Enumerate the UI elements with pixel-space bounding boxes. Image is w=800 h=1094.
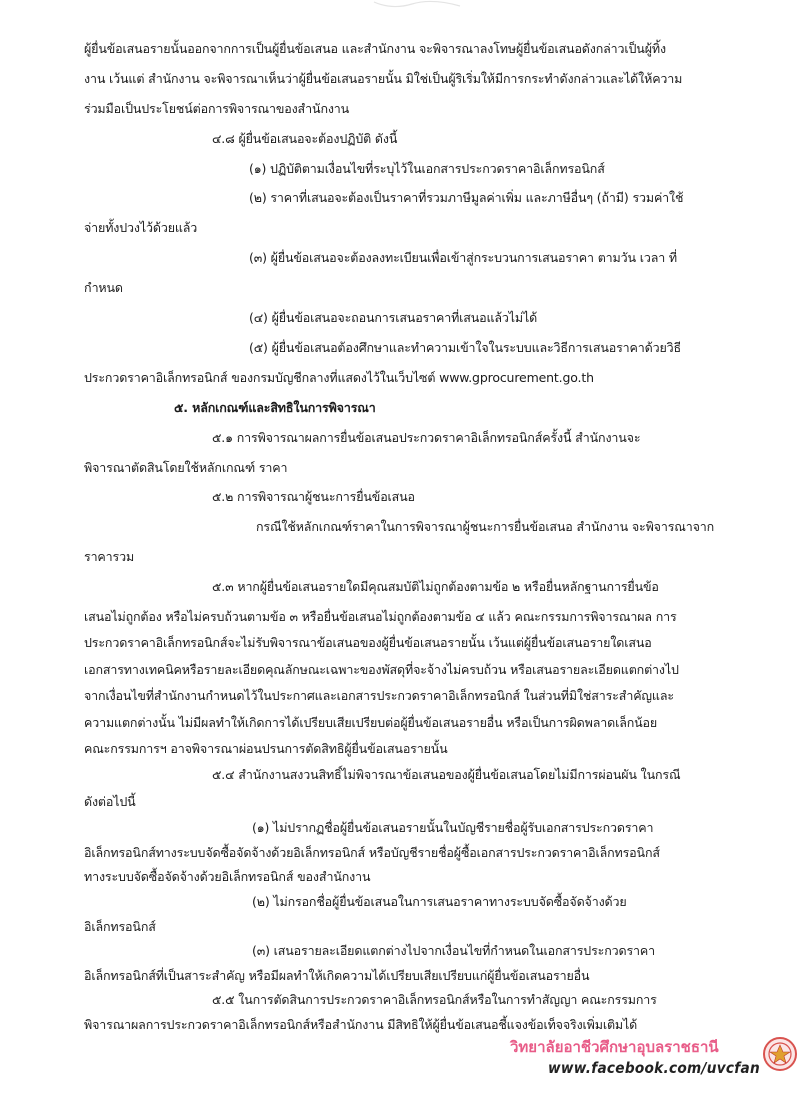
list-item: (๑) ปฏิบัติตามเงื่อนไขที่ระบุไว้ในเอกสารประกวดราคาอิเล็กทรอนิกส์: [249, 160, 605, 176]
paragraph-line: ทางระบบจัดซื้อจัดจ้างด้วยอิเล็กทรอนิกส์ ของสำนักงาน: [84, 869, 371, 885]
watermark-url: www.facebook.com/uvcfan: [548, 1059, 760, 1077]
section-5-3-heading: ๕.๓ หากผู้ยื่นข้อเสนอรายใดมีคุณสมบัติไม่ถูกต้องตามข้อ ๒ หรือยื่นหลักฐานการยื่นข้อ: [212, 579, 659, 595]
section-5-1-heading: ๕.๑ การพิจารณาผลการยื่นข้อเสนอประกวดราคาอิเล็กทรอนิกส์ครั้งนี้ สำนักงานจะ: [212, 429, 641, 445]
paragraph-line: จากเงื่อนไขที่สำนักงานกำหนดไว้ในประกาศและเอกสารประกวดราคาอิเล็กทรอนิกส์ ในส่วนที่มิใช่สาระสำคัญและ: [84, 688, 674, 704]
paragraph-line: อิเล็กทรอนิกส์ทางระบบจัดซื้อจัดจ้างด้วยอิเล็กทรอนิกส์ หรือบัญชีรายชื่อผู้ซื้อเอกสารประกวดราคาอิเล็กทรอนิกส์: [84, 844, 660, 860]
paragraph-line: ผู้ยื่นข้อเสนอรายนั้นออกจากการเป็นผู้ยื่นข้อเสนอ และสำนักงาน จะพิจารณาลงโทษผู้ยื่นข้อเสนอดังกล่าวเป็นผู้ทิ้ง: [84, 41, 666, 56]
section-5-4-heading: ๕.๔ สำนักงานสงวนสิทธิ์ไม่พิจารณาข้อเสนอของผู้ยื่นข้อเสนอโดยไม่มีการผ่อนผัน ในกรณี: [212, 767, 681, 783]
list-item: (๕) ผู้ยื่นข้อเสนอต้องศึกษาและทำความเข้าใจในระบบและวิธีการเสนอราคาด้วยวิธี: [249, 339, 681, 355]
section-5-5-heading: ๕.๕ ในการตัดสินการประกวดราคาอิเล็กทรอนิกส์หรือในการทำสัญญา คณะกรรมการ: [212, 992, 657, 1008]
list-item: (๒) ราคาที่เสนอจะต้องเป็นราคาที่รวมภาษีมูลค่าเพิ่ม และภาษีอื่นๆ (ถ้ามี) รวมค่าใช้: [249, 190, 684, 206]
paragraph-line: พิจารณาตัดสินโดยใช้หลักเกณฑ์ ราคา: [84, 459, 288, 475]
list-item: (๒) ไม่กรอกชื่อผู้ยื่นข้อเสนอในการเสนอราคาทางระบบจัดซื้อจัดจ้างด้วย: [252, 893, 627, 909]
paragraph-line: ร่วมมือเป็นประโยชน์ต่อการพิจารณาของสำนักงาน: [84, 100, 350, 116]
scan-mark: [372, 0, 462, 14]
paragraph-line: งาน เว้นแต่ สำนักงาน จะพิจารณาเห็นว่าผู้ยื่นข้อเสนอรายนั้น มิใช่เป็นผู้ริเริ่มให้มีการกระทำดังกล่าวและได้ให้ความ: [84, 70, 683, 86]
list-item: (๔) ผู้ยื่นข้อเสนอจะถอนการเสนอราคาที่เสนอแล้วไม่ได้: [249, 310, 538, 326]
paragraph-line: เสนอไม่ถูกต้อง หรือไม่ครบถ้วนตามข้อ ๓ หรือยื่นข้อเสนอไม่ถูกต้องตามข้อ ๔ แล้ว คณะกรรมการพิจารณาผล การ: [84, 609, 677, 624]
paragraph-line: อิเล็กทรอนิกส์: [84, 918, 156, 934]
paragraph-line: จ่ายทั้งปวงไว้ด้วยแล้ว: [84, 220, 198, 236]
section-4-8-heading: ๔.๘ ผู้ยื่นข้อเสนอจะต้องปฏิบัติ ดังนี้: [212, 130, 398, 146]
paragraph-line: เอกสารทางเทคนิคหรือรายละเอียดคุณลักษณะเฉพาะของพัสดุที่จะจ้างไม่ครบถ้วน หรือเสนอรายละเอียดแตกต่างไป: [84, 661, 679, 677]
section-5-heading: ๕. หลักเกณฑ์และสิทธิในการพิจารณา: [174, 399, 376, 415]
paragraph-line: ราคารวม: [84, 549, 135, 565]
paragraph-line: ความแตกต่างนั้น ไม่มีผลทำให้เกิดการได้เปรียบเสียเปรียบต่อผู้ยื่นข้อเสนอรายอื่น หรือเป็นการผิดพลาดเล็กน้อย: [84, 714, 658, 730]
watermark-school-name: วิทยาลัยอาชีวศึกษาอุบลราชธานี: [510, 1038, 719, 1056]
paragraph-line: ดังต่อไปนี้: [84, 793, 136, 809]
paragraph-line: คณะกรรมการฯ อาจพิจารณาผ่อนปรนการตัดสิทธิผู้ยื่นข้อเสนอรายนั้น: [84, 740, 448, 756]
section-5-2-heading: ๕.๒ การพิจารณาผู้ชนะการยื่นข้อเสนอ: [212, 489, 415, 505]
list-item: (๓) เสนอรายละเอียดแตกต่างไปจากเงื่อนไขที่กำหนดในเอกสารประกวดราคา: [252, 943, 655, 959]
school-seal-icon: [762, 1036, 798, 1072]
paragraph-line: กรณีใช้หลักเกณฑ์ราคาในการพิจารณาผู้ชนะการยื่นข้อเสนอ สำนักงาน จะพิจารณาจาก: [256, 519, 715, 535]
paragraph-line: กำหนด: [84, 280, 123, 296]
paragraph-line: พิจารณาผลการประกวดราคาอิเล็กทรอนิกส์หรือสำนักงาน มีสิทธิให้ผู้ยื่นข้อเสนอชี้แจงข้อเท็จจริงเพิ่มเติมได้: [84, 1017, 638, 1032]
list-item: (๓) ผู้ยื่นข้อเสนอจะต้องลงทะเบียนเพื่อเข้าสู่กระบวนการเสนอราคา ตามวัน เวลา ที่: [249, 250, 678, 266]
paragraph-line: ประกวดราคาอิเล็กทรอนิกส์จะไม่รับพิจารณาข้อเสนอของผู้ยื่นข้อเสนอรายนั้น เว้นแต่ผู้ยื่นข้อเสนอรายใดเสนอ: [84, 635, 652, 651]
paragraph-line: อิเล็กทรอนิกส์ที่เป็นสาระสำคัญ หรือมีผลทำให้เกิดความได้เปรียบเสียเปรียบแก่ผู้ยื่นข้อเสนอรายอื่น: [84, 967, 590, 983]
list-item: (๑) ไม่ปรากฏชื่อผู้ยื่นข้อเสนอรายนั้นในบัญชีรายชื่อผู้รับเอกสารประกวดราคา: [252, 820, 654, 836]
paragraph-line: ประกวดราคาอิเล็กทรอนิกส์ ของกรมบัญชีกลางที่แสดงไว้ในเว็บไซต์ www.gprocurement.go.th: [84, 369, 594, 385]
